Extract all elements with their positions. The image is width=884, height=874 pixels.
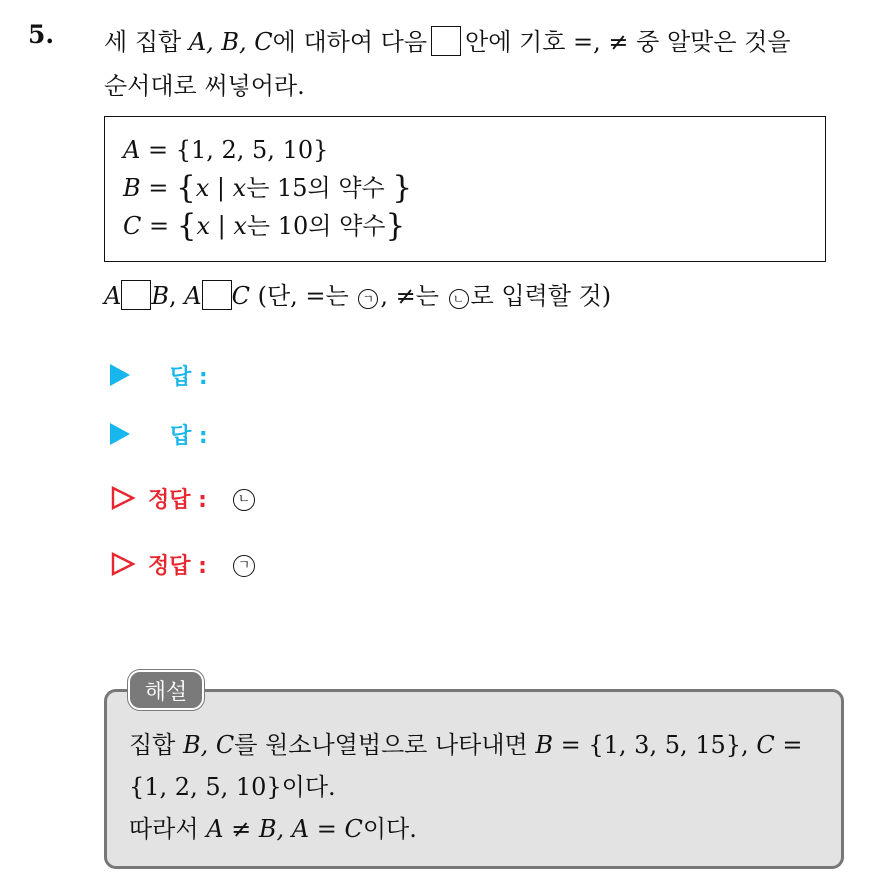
- solution-line-2: [129, 766, 841, 808]
- cond-comma: ,: [168, 282, 185, 310]
- sol-l1-cvar: C: [756, 731, 775, 759]
- blank-box-1: [121, 280, 151, 310]
- cond-note-3: 로 입력할 것): [470, 282, 612, 310]
- set-c-line: [123, 207, 825, 245]
- sol-l1-bvar: B: [535, 731, 554, 759]
- blank-box-2: [202, 280, 232, 310]
- sol-l1-a: 집합: [129, 731, 183, 759]
- set-c-var: C: [123, 212, 142, 240]
- question-number: 5.: [28, 20, 55, 49]
- set-b-line: [123, 169, 825, 207]
- correct-answer-row-2: [110, 546, 257, 582]
- answer-row-1: [110, 357, 208, 393]
- sol-l2-end: 이다.: [281, 773, 336, 801]
- set-definition-box: [104, 116, 826, 262]
- set-c-open-brace: {: [176, 208, 197, 244]
- answer-label-2: 답 :: [170, 423, 208, 449]
- sol-l1-ceq: =: [774, 731, 803, 759]
- cond-a2: A: [184, 282, 202, 310]
- question-intro-2: 에 대하여 다음: [272, 28, 428, 56]
- set-b-bar: |: [209, 174, 233, 202]
- solution-tab: 해설: [128, 670, 204, 710]
- question-sets: A, B, C: [188, 28, 273, 56]
- answer-label-1: 답 :: [170, 364, 208, 390]
- sol-l3-end: 이다.: [362, 815, 417, 843]
- set-b-var: B: [123, 174, 141, 202]
- set-c-eq: =: [141, 212, 177, 240]
- play-triangle-icon: [110, 423, 130, 445]
- solution-line-1: [129, 724, 841, 766]
- solution-line-3: [129, 808, 841, 850]
- circle-label-1: ㄱ: [358, 289, 378, 309]
- set-c-x: x: [196, 212, 211, 240]
- answer-row-2: [110, 416, 208, 452]
- sol-l1-bc: B, C: [183, 731, 235, 759]
- set-b-open-brace: {: [176, 170, 196, 206]
- set-c-cond: 는 10의 약수: [246, 212, 386, 240]
- sol-l3-a: 따라서: [129, 815, 207, 843]
- question-intro-3: 안에 기호 =, ≠ 중 알맞은 것을: [465, 28, 791, 56]
- sol-l1-b: 를 원소나열법으로 나타내면: [234, 731, 536, 759]
- cond-note-2: , ≠는: [380, 282, 447, 310]
- solution-box: [104, 689, 844, 869]
- cond-a1: A: [104, 282, 122, 310]
- question-intro: 세 집합: [104, 28, 189, 56]
- cond-note-1: (단, =는: [249, 282, 357, 310]
- correct-answer-value-1: [231, 485, 257, 511]
- set-b-x2: x: [232, 174, 247, 202]
- cond-c: C: [231, 282, 250, 310]
- outline-triangle-icon: [110, 485, 136, 511]
- sol-l1-bset: = {1, 3, 5, 15},: [553, 731, 757, 759]
- blank-box-symbol: [431, 26, 461, 56]
- set-c-x2: x: [233, 212, 247, 240]
- question-text: [104, 20, 874, 108]
- correct-answer-row-1: [110, 480, 257, 516]
- correct-answer-value-2: [231, 551, 257, 577]
- question-intro-line2: 순서대로 써넣어라.: [104, 72, 305, 100]
- set-a-line: [123, 131, 825, 169]
- set-b-close-brace: }: [392, 170, 413, 206]
- set-b-eq: =: [140, 174, 177, 202]
- outline-triangle-icon: [110, 551, 136, 577]
- sol-l2-cset: {1, 2, 5, 10}: [129, 773, 282, 801]
- correct-label-1: 정답 :: [148, 487, 207, 513]
- set-a-var: A: [123, 136, 141, 164]
- sol-l3-expr: A ≠ B, A = C: [206, 815, 363, 843]
- set-c-close-brace: }: [385, 208, 406, 244]
- condition-line: [104, 276, 611, 316]
- circle-answer-1: ㄴ: [233, 489, 255, 511]
- set-b-cond: 는 15의 약수: [246, 174, 393, 202]
- set-b-x: x: [195, 174, 210, 202]
- circle-label-2: ㄴ: [449, 289, 469, 309]
- set-a-def: = {1, 2, 5, 10}: [140, 136, 329, 164]
- cond-b: B: [151, 282, 169, 310]
- set-c-bar: |: [210, 212, 234, 240]
- correct-label-2: 정답 :: [148, 553, 207, 579]
- circle-answer-2: ㄱ: [233, 555, 255, 577]
- play-triangle-icon: [110, 364, 130, 386]
